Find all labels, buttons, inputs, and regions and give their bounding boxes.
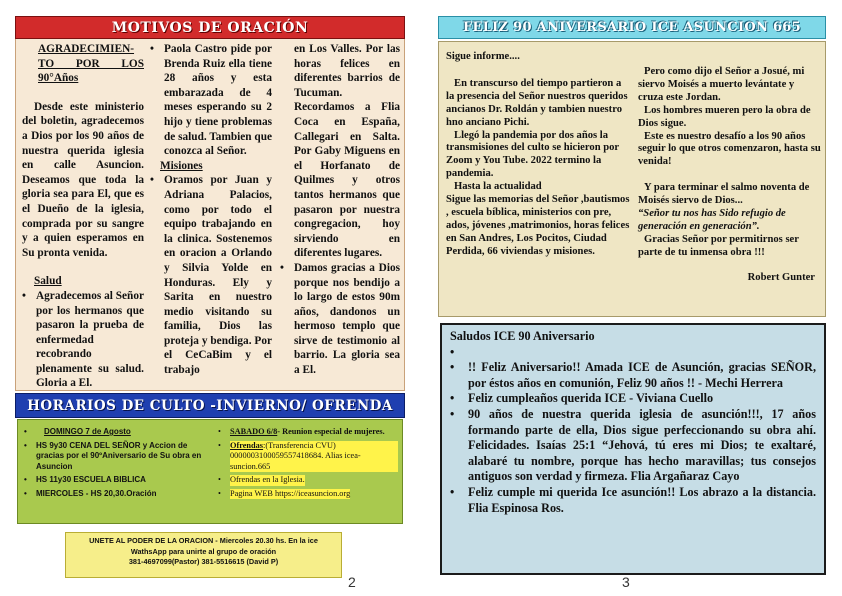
bullet-icon: • bbox=[218, 475, 221, 484]
bullet-icon: • bbox=[150, 174, 154, 187]
horarios-list-right bbox=[218, 427, 398, 502]
saludo-text: Feliz cumple mi querida Ice asunción!! Los abrazo a la distancia. Flia Espinosa Ros. bbox=[468, 484, 816, 515]
saludo-item bbox=[450, 360, 816, 391]
salmo-quote: “Señor tu nos has Sido refugio de generación en generación”. bbox=[638, 208, 786, 232]
horarios-header: HORARIOS DE CULTO -INVIERNO/ OFRENDA bbox=[15, 393, 405, 418]
sabado-label: SABADO 6/8 bbox=[230, 427, 278, 436]
sabado-item bbox=[218, 427, 398, 438]
misiones-item bbox=[150, 173, 272, 377]
ofrendas-label: Ofrendas bbox=[230, 440, 264, 450]
bullet-icon: • bbox=[450, 406, 455, 421]
saludos-section bbox=[440, 323, 826, 575]
saludos-list bbox=[450, 345, 816, 517]
sigue-p3: Hasta la actualidad bbox=[454, 181, 542, 193]
agradecimiento-heading: AGRADECIMIEN-TO POR LOS 90°Años bbox=[38, 43, 144, 85]
miercoles-item bbox=[24, 489, 216, 500]
salud-item bbox=[22, 289, 144, 391]
paola-item bbox=[150, 42, 272, 159]
sigue-col2-p4: Y para terminar el salmo noventa de Moisés siervo de Dios... bbox=[638, 182, 810, 207]
ofrendas-iglesia-item bbox=[218, 475, 398, 486]
misiones-heading: Misiones bbox=[160, 159, 203, 172]
escuela-item bbox=[24, 475, 216, 486]
misiones-continuation: en Los Valles. Por las horas felices en diferentes barrios de Tucuman. Recordamos a Flia Coca en España, Callegari en Salta. Por Gaby Miguens en el Horfanato de Quilmes y otros tantos hermanos que pasaron por nuestra congregacion, hoy sirviendo en diferentes lugares. bbox=[294, 43, 400, 260]
salud-item-text: Agradecemos al Señor por los hermanos que pasaron la prueba de enfermedad recobrando plenamente su salud. Gloria a El. bbox=[36, 289, 144, 390]
cena-text: HS 9y30 CENA DEL SEÑOR y Accion de gracias por el 90ºAniversario de Su obra en Asuncion bbox=[36, 440, 202, 471]
author-signature: Robert Gunter bbox=[747, 271, 815, 283]
sigue-col2-p2: Los hombres mueren pero la obra de Dios sigue. bbox=[638, 104, 811, 129]
sigue-column-1 bbox=[446, 51, 631, 259]
damos-gracias-item bbox=[280, 261, 400, 378]
ofrendas-item bbox=[218, 441, 398, 473]
misiones-item-text: Oramos por Juan y Adriana Palacios, como por todo el equipo trabajando en la clinica. Sostenemos en oracion a Orlando y Silvia Yolde en Honduras. Ely y Sarita en nuestro medio visitando su familia, Dios las proteja y bendiga. Por el CeCaBim y el trabajo bbox=[164, 174, 272, 377]
motivos-header: MOTIVOS DE ORACIÓN bbox=[15, 16, 405, 39]
motivos-column-2 bbox=[150, 42, 272, 378]
domingo-text: DOMINGO 7 de Agosto bbox=[44, 427, 131, 436]
sigue-col2-p1: Pero como dijo el Señor a Josué, mi siervo Moisés a muerto levántate y cruza este Jordan. bbox=[638, 66, 805, 103]
saludo-item bbox=[450, 485, 816, 516]
sigue-col2-p6: Gracias Señor por permitirnos ser parte de tu inmensa obra !!! bbox=[638, 233, 799, 258]
horarios-section bbox=[17, 419, 403, 524]
bullet-icon: • bbox=[280, 261, 284, 274]
sigue-p2: Llegó la pandemia por dos años la transmisiones del culto se hicieron por Zoom y You Tube. 2022 termino la pandemia. bbox=[446, 129, 619, 180]
salud-heading: Salud bbox=[34, 275, 62, 288]
motivos-column-3 bbox=[280, 42, 400, 378]
bullet-icon: • bbox=[218, 488, 221, 498]
sigue-informe-section bbox=[438, 41, 826, 317]
bullet-icon: • bbox=[22, 289, 26, 302]
pagina-web-link[interactable]: Pagina WEB https://iceasuncion.org bbox=[230, 488, 351, 498]
bullet-icon: • bbox=[24, 440, 27, 450]
saludo-item bbox=[450, 407, 816, 485]
bullet-icon: • bbox=[218, 440, 221, 450]
saludo-item bbox=[450, 345, 816, 361]
damos-gracias-text: Damos gracias a Dios porque nos bendijo a lo largo de estos 90m años, dandonos un hermoso templo que sirve de testimonio al barrio. La gloria sea a El. bbox=[294, 261, 400, 377]
escuela-text: HS 11y30 ESCUELA BIBLICA bbox=[36, 475, 146, 484]
cena-item bbox=[24, 441, 216, 473]
union-line-3: 381-4697099(Pastor) 381-5516615 (David P) bbox=[128, 557, 279, 566]
motivos-section bbox=[15, 39, 405, 391]
ofrendas-text: :(Transferencia CVU) 0000003100059557418684. Alias icea-suncion.665 bbox=[230, 440, 361, 471]
saludo-text: !! Feliz Aniversario!! Amada ICE de Asunción, gracias SEÑOR, por éstos años en comunión, Feliz 90 años !! - Mechi Herrera bbox=[468, 360, 816, 390]
bullet-icon: • bbox=[450, 344, 455, 359]
saludo-text: 90 años de nuestra querida iglesia de asunción!!!, 17 años formando parte de ella, Dios sigue perfeccionando su obra ahí. Felicidades. Isaías 25:1 “Jehová, tú eres mi Dios; te exaltaré, alabaré tu nombre, porque has hecho maravillas; tus consejos antiguos son verdad y firmeza. Flia Argañaraz Cayo bbox=[468, 406, 816, 484]
bullet-icon: • bbox=[450, 360, 455, 375]
saludo-text: Feliz cumpleaños querida ICE - Viviana Cuello bbox=[468, 391, 714, 406]
miercoles-text: MIERCOLES - HS 20,30.Oración bbox=[36, 488, 157, 498]
union-line-2: WathsApp para unirte al grupo de oración bbox=[130, 546, 277, 556]
pagina-web-item[interactable] bbox=[218, 489, 398, 500]
bullet-icon: • bbox=[24, 488, 27, 498]
agradecimiento-text: Desde este ministerio del boletin, agradecemos a Dios por los 90 años de nuestra querida iglesia en calle Asuncion. Deseamos que toda la gloria sea para El, que es el Dueño de la iglesia, comprada por su sangre y a quien esperamos en Su pronta venida. bbox=[22, 100, 144, 259]
feliz-aniversario-header: FELIZ 90 ANIVERSARIO ICE ASUNCION 665 bbox=[438, 16, 826, 39]
sigue-p4: Sigue las memorias del Señor ,bautismos , escuela bíblica, ministerios con pre, ados, jóvenes ,matrimonios, horas felices en San Andres, Los Pocitos, Ciudad Perdida, 66 viviendas y misiones. bbox=[446, 194, 630, 257]
bullet-icon: • bbox=[450, 484, 455, 499]
sigue-column-2 bbox=[638, 66, 821, 285]
bullet-icon: • bbox=[450, 391, 455, 406]
bullet-icon: • bbox=[150, 43, 154, 55]
domingo-item bbox=[24, 427, 216, 438]
saludo-item bbox=[450, 391, 816, 407]
oracion-whatsapp-box bbox=[65, 532, 342, 578]
sigue-heading: Sigue informe.... bbox=[446, 51, 520, 62]
bullet-icon: • bbox=[24, 427, 27, 436]
bullet-icon: • bbox=[218, 427, 221, 436]
sabado-text: - Reunion especial de mujeres. bbox=[277, 427, 385, 436]
horarios-list-left bbox=[24, 427, 216, 502]
saludos-title: Saludos ICE 90 Aniversario bbox=[450, 329, 595, 343]
paola-item-text: Paola Castro pide por Brenda Ruiz ella tiene 28 años y esta embarazada de 4 meses esperando su 2 hijo y tiene problemas de salud. Tambien que conozca al Señor. bbox=[164, 43, 272, 158]
bullet-icon: • bbox=[24, 475, 27, 484]
union-line-1: UNETE AL PODER DE LA ORACION - Miercoles 20.30 hs. En la ice bbox=[89, 536, 318, 545]
ofrendas-iglesia-text: Ofrendas en la Iglesia. bbox=[230, 475, 305, 484]
motivos-column-1 bbox=[22, 42, 144, 391]
page-number-left: 2 bbox=[348, 574, 356, 590]
sigue-p1: En transcurso del tiempo partieron a la presencia del Señor nuestros queridos ancianos Dr. Roldán y tambien nuestro hno anciano Pichi. bbox=[446, 77, 628, 128]
sigue-col2-p3: Este es nuestro desafío a los 90 años seguir lo que otros comenzaron, hasta su venida! bbox=[638, 130, 821, 168]
page-number-right: 3 bbox=[622, 574, 630, 590]
